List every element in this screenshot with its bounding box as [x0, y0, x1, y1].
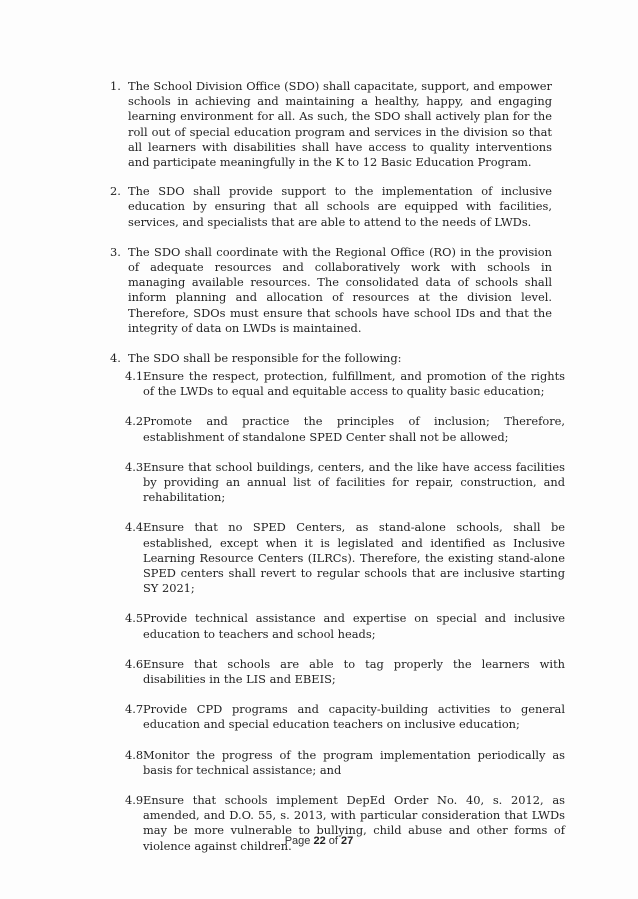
- page-of: of: [325, 835, 342, 847]
- page-current: 22: [313, 835, 326, 847]
- list-item: [110, 184, 552, 230]
- sub-item-text: Ensure that school buildings, centers, and the like have access facilities by providing an annual list of facilities for repair, construction, and rehabilitation;: [143, 459, 565, 505]
- sub-item-text: Provide CPD programs and capacity-building activities to general education and special education teachers on inclusive education;: [143, 702, 565, 732]
- sub-item-text: Monitor the progress of the program implementation periodically as basis for technical assistance; and: [143, 747, 565, 777]
- sub-list-item: [125, 656, 565, 687]
- sub-item-text: Provide technical assistance and expertise on special and inclusive education to teachers and school heads;: [143, 611, 565, 641]
- page-footer: [0, 835, 638, 847]
- sub-list-item: [125, 369, 565, 399]
- list-item: [110, 79, 552, 170]
- sub-list-item: [125, 459, 565, 506]
- sub-list-item: [125, 611, 565, 641]
- sub-item-number: 4.4: [125, 520, 144, 535]
- sub-item-number: 4.9: [125, 793, 144, 808]
- sub-list-item: [125, 520, 565, 596]
- list-item: [110, 351, 552, 366]
- sub-list-item: [125, 414, 565, 444]
- page-label: Page: [284, 835, 314, 847]
- sub-item-text: Ensure that no SPED Centers, as stand-alone schools, shall be established, except when it is legislated and identified as Inclusive Learning Resource Centers (ILRCs). Therefore, the existing stand-alone SPED centers shall revert to regular schools that are inclusive starting SY 2021;: [143, 520, 565, 596]
- item-text: The SDO shall provide support to the implementation of inclusive education by ensuring that all schools are equipped with facilities, services, and specialists that are able to attend to the needs of LWDs.: [128, 184, 552, 229]
- item-number: 2.: [110, 184, 121, 199]
- item-number: 1.: [110, 79, 121, 93]
- list-item: [110, 244, 552, 336]
- sub-item-text: Promote and practice the principles of inclusion; Therefore, establishment of standalone SPED Center shall not be allowed;: [143, 414, 565, 444]
- sub-item-text: Ensure that schools implement DepEd Order No. 40, s. 2012, as amended, and D.O. 55, s. 2013, with particular consideration that LWDs may be more vulnerable to bullying, child abuse and other forms of violence against children.: [143, 793, 565, 853]
- sub-item-number: 4.7: [125, 702, 144, 717]
- item-text: The School Division Office (SDO) shall capacitate, support, and empower schools in achieving and maintaining a healthy, happy, and engaging learning environment for all. As such, the SDO shall actively plan for the roll out of special education program and services in the division so that all learners with disabilities shall have access to quality interventions and participate meaningfully in the K to 12 Basic Education Program.: [128, 79, 552, 170]
- page-total: 27: [341, 835, 354, 847]
- sub-item-number: 4.8: [125, 747, 144, 762]
- item-number: 3.: [110, 244, 121, 259]
- item-text: The SDO shall be responsible for the following:: [128, 351, 402, 366]
- sub-list-item: [125, 702, 565, 732]
- sub-list-item: [125, 747, 565, 778]
- sub-item-text: Ensure the respect, protection, fulfillment, and promotion of the rights of the LWDs to equal and equitable access to quality basic education;: [143, 369, 565, 399]
- sub-item-number: 4.3: [125, 459, 144, 474]
- sub-item-text: Ensure that schools are able to tag properly the learners with disabilities in the LIS and EBEIS;: [143, 656, 565, 687]
- sub-item-number: 4.5: [125, 611, 144, 626]
- sub-item-number: 4.6: [125, 656, 144, 671]
- sub-list: [125, 369, 565, 854]
- numbered-list: [110, 79, 552, 366]
- item-text: The SDO shall coordinate with the Regional Office (RO) in the provision of adequate resources and collaboratively work with schools in managing available resources. The consolidated data of schools shall inform planning and allocation of resources at the division level. Therefore, SDOs must ensure that schools have school IDs and that the integrity of data on LWDs is maintained.: [128, 244, 552, 335]
- item-number: 4.: [110, 351, 121, 366]
- sub-item-number: 4.1: [125, 369, 144, 383]
- sub-item-number: 4.2: [125, 414, 144, 429]
